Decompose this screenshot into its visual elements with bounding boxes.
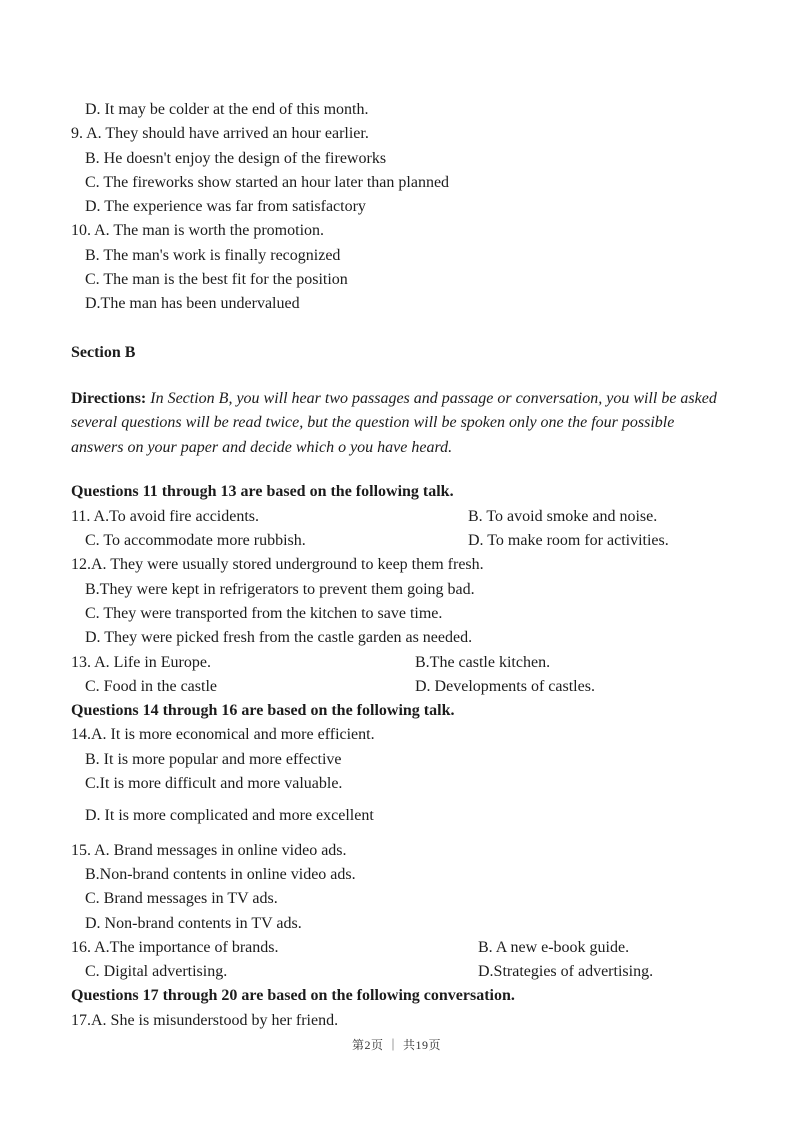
section-b-title: Section B (71, 343, 136, 361)
option-line: D. Non-brand contents in TV ads. (85, 914, 302, 932)
directions-paragraph (71, 387, 722, 461)
option-line: B. It is more popular and more effective (85, 750, 342, 768)
option-text: D. To make room for activities. (468, 532, 669, 550)
option-line: D. They were picked fresh from the castle garden as needed. (85, 629, 473, 647)
option-line: C.It is more difficult and more valuable. (85, 775, 343, 793)
option-line: D. It is more complicated and more excellent (85, 807, 374, 825)
option-line: C. Brand messages in TV ads. (85, 890, 278, 908)
option-text: 11. A.To avoid fire accidents. (71, 507, 260, 525)
option-row (71, 960, 722, 984)
option-row (71, 675, 722, 699)
option-line: C. The fireworks show started an hour later than planned (85, 173, 450, 191)
directions-text: In Section B, you will hear two passages and passage or conversation, you will be asked several questions will be read twice, but the question will be spoken only one the four possible answers on your paper and decide which o you have heard. (71, 389, 717, 456)
option-text: C. Food in the castle (85, 677, 217, 695)
question-line: 10. A. The man is worth the promotion. (71, 222, 325, 240)
option-line: B. The man's work is finally recognized (85, 246, 341, 264)
option-text: B. A new e-book guide. (478, 938, 630, 956)
option-text: B. To avoid smoke and noise. (468, 507, 658, 525)
option-text: 13. A. Life in Europe. (71, 653, 211, 671)
option-line: D.The man has been undervalued (85, 295, 300, 313)
option-text: 16. A.The importance of brands. (71, 938, 279, 956)
option-line: D. It may be colder at the end of this month. (85, 101, 369, 118)
option-line: B.They were kept in refrigerators to prevent them going bad. (85, 580, 475, 598)
questions-11-13-header: Questions 11 through 13 are based on the following talk. (71, 483, 454, 501)
option-line: B.Non-brand contents in online video ads. (85, 865, 356, 883)
option-row (71, 651, 722, 675)
option-row (71, 936, 722, 960)
questions-14-16-header: Questions 14 through 16 are based on the following talk. (71, 702, 455, 720)
question-line: 17.A. She is misunderstood by her friend. (71, 1011, 339, 1029)
option-text: D.Strategies of advertising. (478, 963, 654, 981)
question-line: 14.A. It is more economical and more efficient. (71, 726, 375, 744)
option-line: C. They were transported from the kitchen to save time. (85, 604, 443, 622)
page-footer: 第2页 ｜ 共19页 (351, 1038, 441, 1052)
option-line: D. The experience was far from satisfactory (85, 198, 366, 216)
option-line: C. The man is the best fit for the position (85, 271, 348, 289)
option-line: B. He doesn't enjoy the design of the fireworks (85, 149, 387, 167)
option-text: B.The castle kitchen. (415, 653, 551, 671)
option-row (71, 505, 722, 529)
option-text: C. To accommodate more rubbish. (85, 532, 306, 550)
directions-label: Directions: (71, 389, 147, 407)
question-line: 15. A. Brand messages in online video ads. (71, 841, 347, 859)
option-row (71, 529, 722, 553)
question-line: 9. A. They should have arrived an hour earlier. (71, 125, 369, 143)
option-text: C. Digital advertising. (85, 963, 228, 981)
questions-17-20-header: Questions 17 through 20 are based on the following conversation. (71, 987, 515, 1005)
option-text: D. Developments of castles. (415, 677, 595, 695)
question-line: 12.A. They were usually stored underground to keep them fresh. (71, 556, 484, 574)
